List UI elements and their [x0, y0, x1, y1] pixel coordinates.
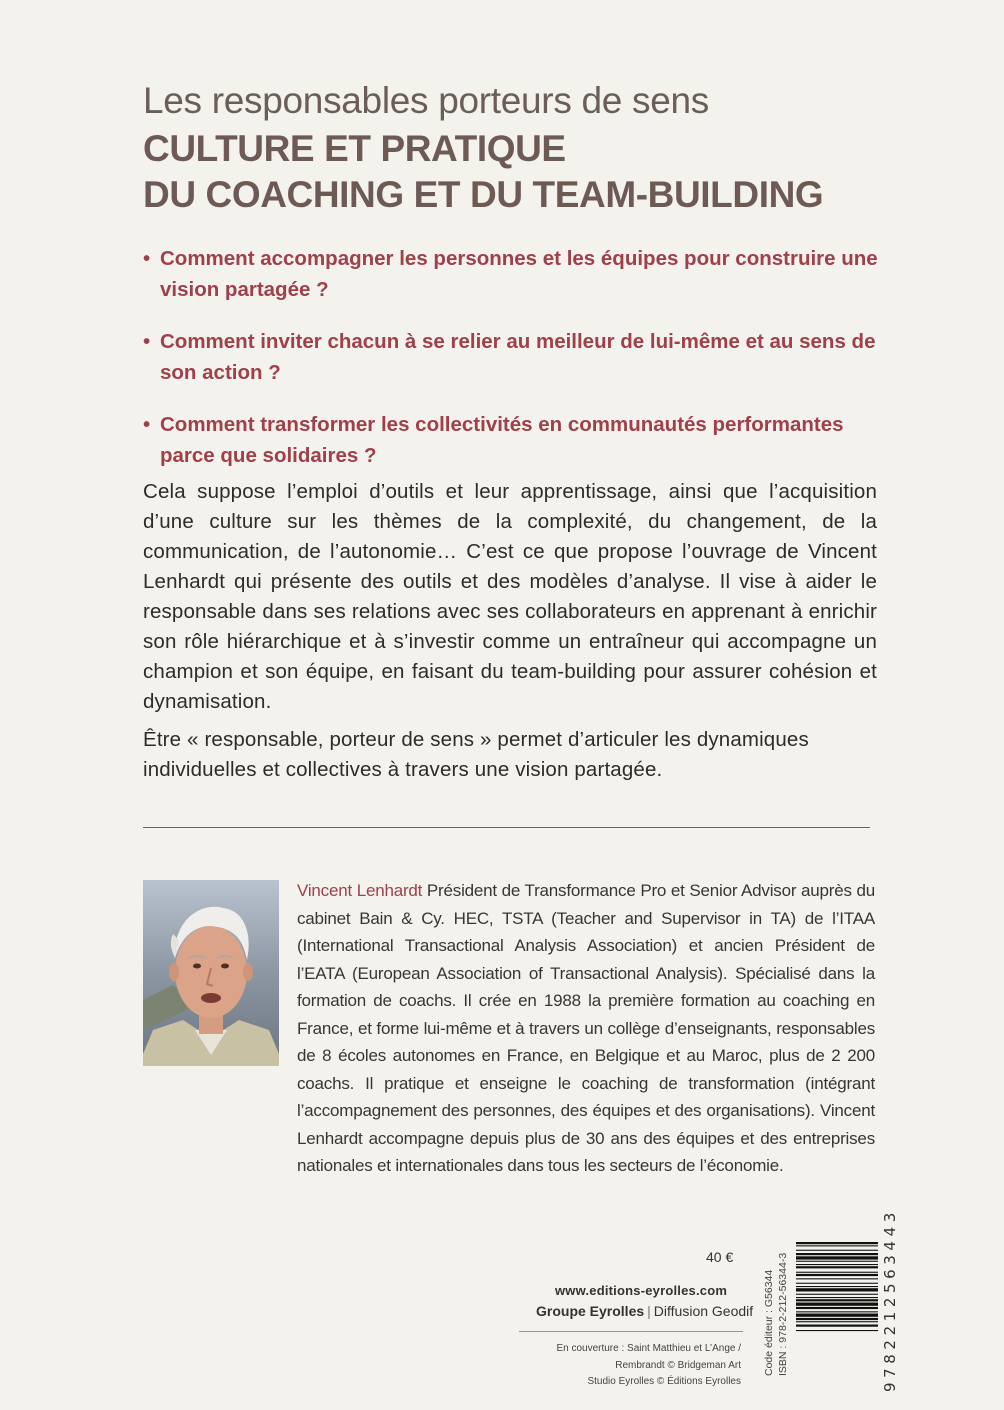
- question-item: [143, 326, 883, 388]
- barcode-bar: [796, 1261, 878, 1262]
- barcode-bar: [796, 1307, 878, 1309]
- author-photo: [143, 880, 279, 1066]
- barcode-bar: [796, 1272, 878, 1273]
- question-text: Comment inviter chacun à se relier au meilleur de lui-même et au sens de son action ?: [160, 330, 876, 384]
- barcode-bar: [796, 1294, 878, 1295]
- section-divider: [143, 827, 870, 828]
- barcode-bar: [796, 1283, 878, 1284]
- barcode-bar: [796, 1253, 878, 1255]
- barcode-digits: 9782212563443: [881, 1208, 899, 1392]
- price-label: 40 €: [706, 1249, 734, 1265]
- credits-line: Rembrandt © Bridgeman Art: [615, 1359, 741, 1371]
- cover-credits: [519, 1341, 741, 1391]
- isbn-number: ISBN : 978-2-212-56344-3: [777, 1252, 789, 1376]
- bullet-marker: •: [143, 247, 151, 270]
- barcode-bar: [796, 1303, 878, 1306]
- credits-line: Studio Eyrolles © Éditions Eyrolles: [587, 1376, 741, 1387]
- publisher-website: www.editions-eyrolles.com: [555, 1283, 728, 1298]
- title-line-2: DU COACHING ET DU TEAM-BUILDING: [143, 174, 824, 215]
- editor-code: Code éditeur : G56344: [763, 1269, 775, 1376]
- bullet-marker: •: [143, 413, 151, 436]
- barcode-bar: [796, 1264, 878, 1265]
- barcode-bar: [796, 1278, 878, 1279]
- barcode-bar: [796, 1325, 878, 1327]
- barcode-bar: [796, 1286, 878, 1287]
- publisher-line: [536, 1303, 753, 1319]
- barcode-bar: [796, 1256, 878, 1259]
- barcode-bar: [796, 1288, 878, 1291]
- publisher-group: Groupe Eyrolles: [536, 1303, 645, 1319]
- question-item: [143, 243, 883, 305]
- author-portrait-illustration: [143, 880, 279, 1066]
- book-title: [143, 126, 823, 218]
- barcode-graphic: [796, 1240, 878, 1400]
- author-bio: [297, 877, 875, 1180]
- title-line-1: CULTURE ET PRATIQUE: [143, 128, 566, 169]
- question-text: Comment accompagner les personnes et les équipes pour construire une vision partagée ?: [160, 247, 878, 301]
- question-list: [143, 243, 883, 492]
- credits-divider: [519, 1331, 743, 1332]
- bullet-marker: •: [143, 330, 151, 353]
- question-item: [143, 409, 883, 471]
- barcode-bar: [796, 1330, 878, 1331]
- credits-line: En couverture : Saint Matthieu et L’Ange /: [556, 1343, 741, 1354]
- barcode-bar: [796, 1274, 878, 1276]
- barcode-bar: [796, 1250, 878, 1251]
- barcode: [796, 1240, 878, 1400]
- barcode-bar: [796, 1242, 878, 1244]
- barcode-bar: [796, 1299, 878, 1301]
- description-paragraph-2: Être « responsable, porteur de sens » permet d’articuler les dynamiques individuelles et collectives à travers une vision partagée.: [143, 728, 809, 781]
- book-subtitle: Les responsables porteurs de sens: [143, 80, 710, 121]
- publisher-separator: |: [647, 1303, 651, 1319]
- question-text: Comment transformer les collectivités en communautés performantes parce que solidaires ?: [160, 413, 844, 467]
- barcode-bar: [796, 1311, 878, 1312]
- author-name: Vincent Lenhardt: [297, 881, 423, 900]
- barcode-bar: [796, 1245, 878, 1246]
- barcode-bar: [796, 1314, 878, 1317]
- distributor: Diffusion Geodif: [653, 1303, 754, 1319]
- barcode-bar: [796, 1266, 878, 1268]
- description-paragraph: Cela suppose l’emploi d’outils et leur apprentissage, ainsi que l’acquisition d’une culture sur les thèmes de la complexité, du changement, de la communication, de l’autonomie… C’est ce que propose l’ouvrage de Vincent Lenhardt qui présente des outils et des modèles d’analyse. Il vise à aider le responsable dans ses relations avec ses collaborateurs en apprenant à enrichir son rôle hiérarchique et à s’investir comme un entraîneur qui accompagne un champion et son équipe, en faisant du team-building pour assurer cohésion et dynamisation.: [143, 480, 877, 713]
- author-bio-text: Président de Transformance Pro et Senior Advisor auprès du cabinet Bain & Cy. HEC, TSTA (Teacher and Supervisor in TA) de l’ITAA (International Transactional Analysis Association) et ancien Président de l’EATA (European Association of Transactional Analysis). Spécialisé dans la formation de coachs. Il crée en 1988 la première formation au coaching en France, et forme lui-même et à travers un collège d’enseignants, responsables de 8 écoles autonomes en France, en Belgique et au Maroc, plus de 2 200 coachs. Il pratique et enseigne le coaching de transformation (intégrant l’accompagnement des personnes, des équipes et des organisations). Vincent Lenhardt accompagne depuis plus de 30 ans des équipes et des entreprises nationales et internationales dans tous les secteurs de l’économie.: [297, 881, 876, 1175]
- barcode-bar: [796, 1297, 878, 1298]
- barcode-bar: [796, 1321, 878, 1322]
- isbn-block: [762, 1253, 790, 1376]
- barcode-bar: [796, 1318, 878, 1320]
